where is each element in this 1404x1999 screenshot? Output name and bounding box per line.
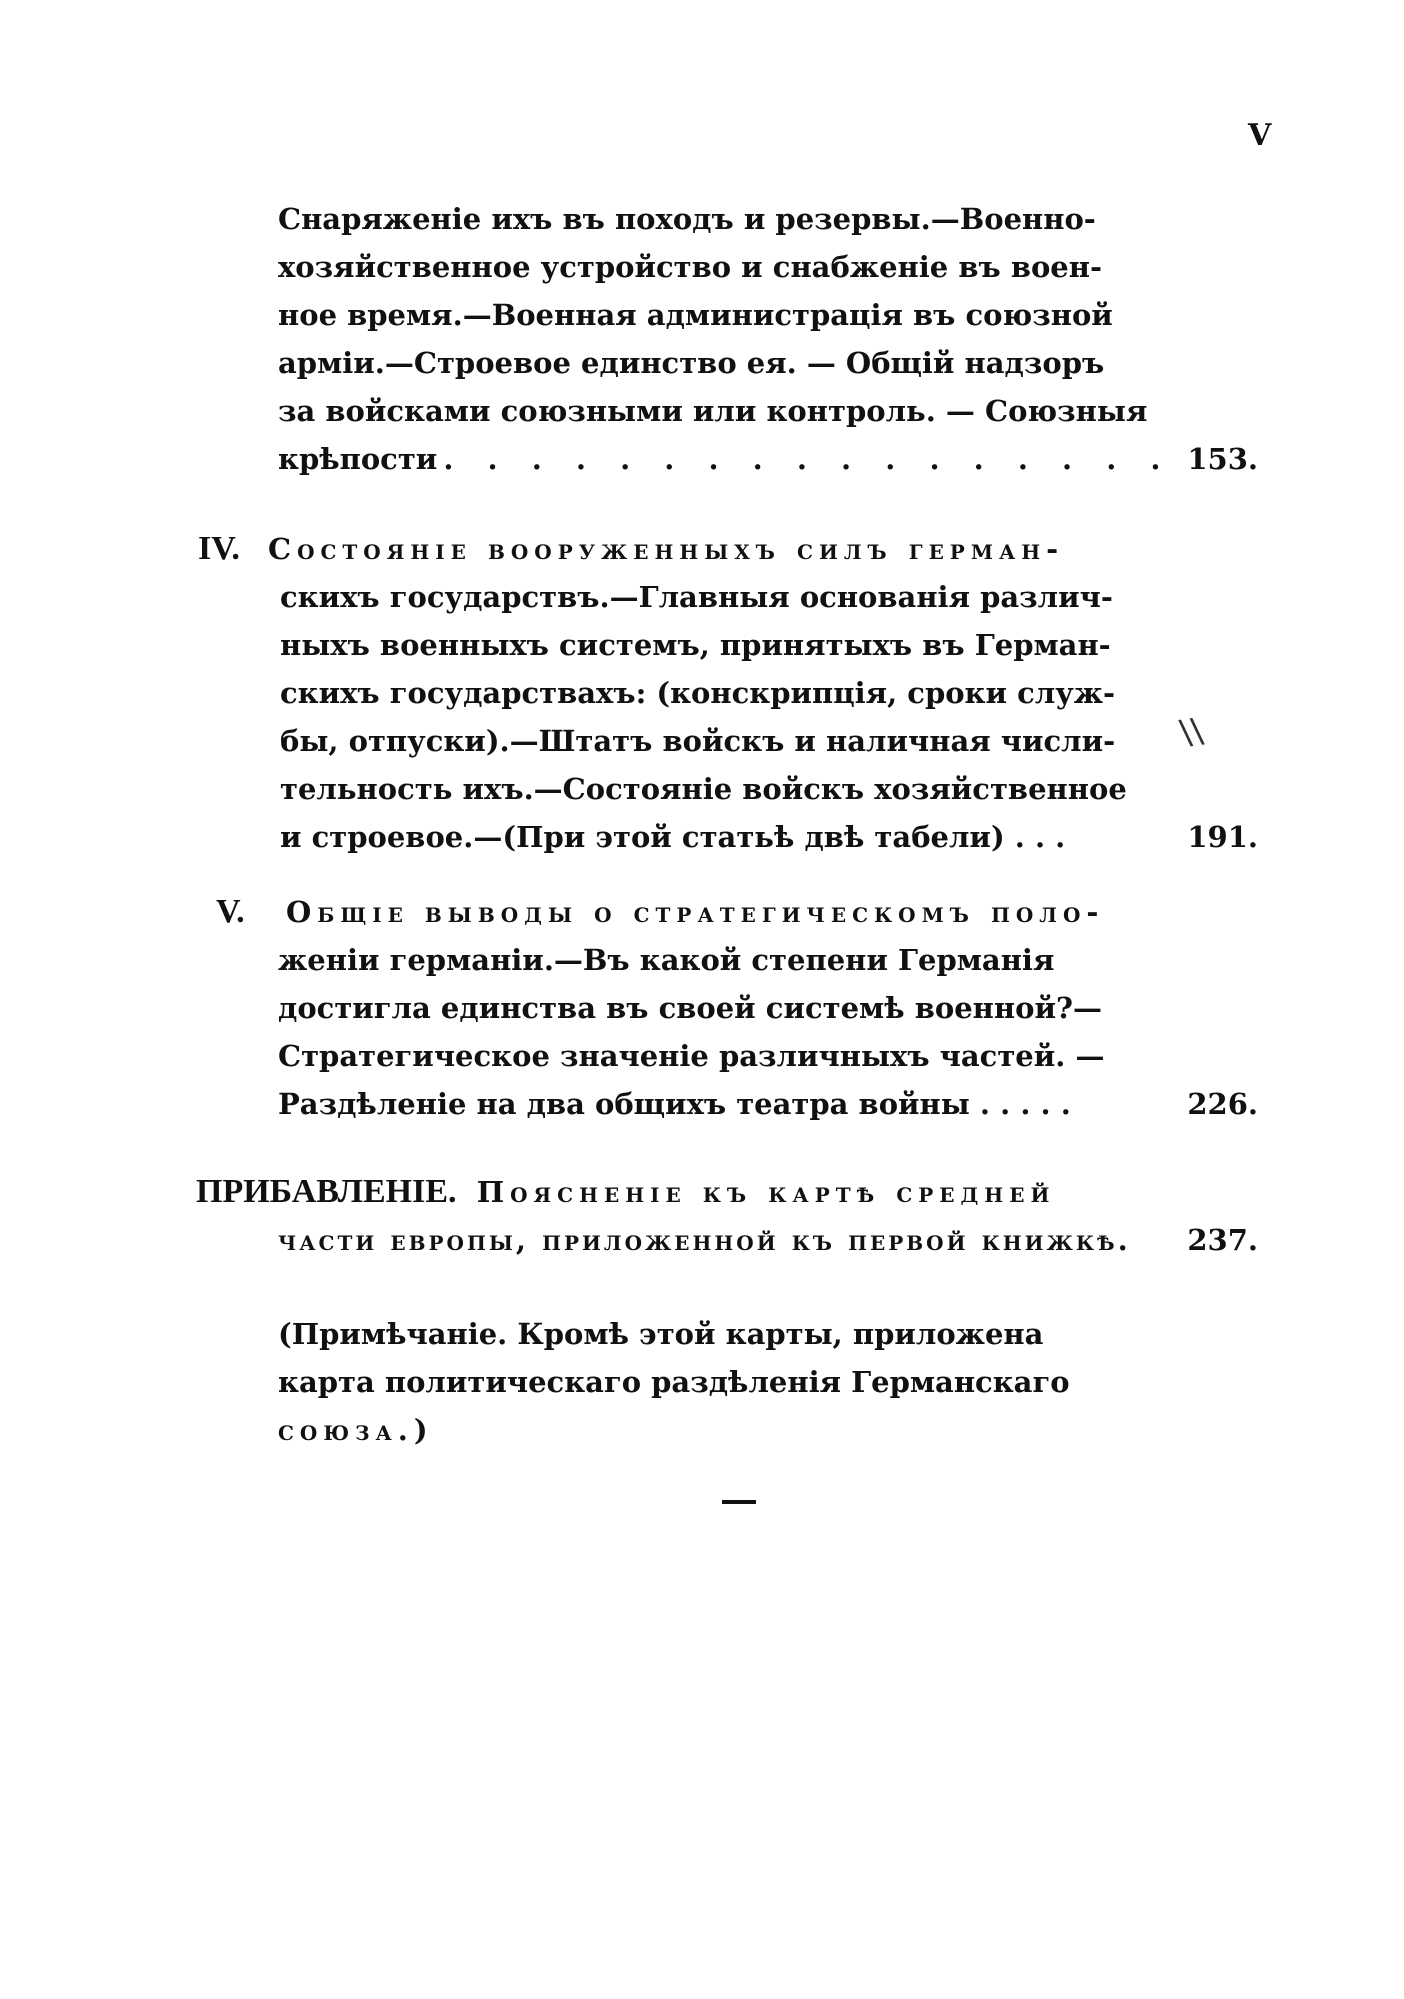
note-line-text: (Примѣчаніе. Кромѣ этой карты, приложена (278, 1317, 1044, 1351)
entry-line-text: Общіе выводы о стратегическомъ поло- (286, 895, 1105, 929)
entry-line (216, 888, 1258, 936)
entry-last-text: Раздѣленіе на два общихъ театра войны . . . . . (278, 1087, 1071, 1121)
entry-line-text: арміи.—Строевое единство ея. — Общій надзоръ (278, 346, 1105, 380)
entry-line (198, 621, 1258, 669)
page-ref: 191. (1187, 820, 1258, 854)
entry-line (216, 1032, 1258, 1080)
entry-last-text: и строевое.—(При этой статьѣ двѣ табели) . . . (280, 820, 1066, 854)
entry-line (278, 195, 1258, 243)
note-line (278, 1310, 1178, 1358)
note-line-text: союза.) (278, 1413, 434, 1447)
entry-line-text: ное время.—Военная администрація въ союзной (278, 298, 1113, 332)
page-number: V (1248, 118, 1272, 153)
appendix-heading: ПРИБАВЛЕНІЕ. (196, 1173, 457, 1210)
entry-line-text: за войсками союзными или контроль. — Союзныя (278, 394, 1148, 428)
end-rule (722, 1500, 756, 1504)
entry-line (216, 936, 1258, 984)
entry-line-text: достигла единства въ своей системѣ военной?— (278, 991, 1102, 1025)
entry-line (198, 765, 1258, 813)
entry-line (196, 1168, 1258, 1216)
entry-line-text: Стратегическое значеніе различныхъ частей. — (278, 1039, 1105, 1073)
footnote-remark (278, 1310, 1178, 1454)
note-line (278, 1406, 1178, 1454)
note-line (278, 1358, 1178, 1406)
entry-line-text: Снаряженіе ихъ въ походъ и резервы.—Военно- (278, 202, 1096, 236)
page-ref: 226. (1187, 1087, 1258, 1121)
entry-line (278, 291, 1258, 339)
entry-line (278, 243, 1258, 291)
entry-line-text: Поясненіе къ картѣ средней (476, 1175, 1056, 1209)
entry-last-text: части европы, приложенной къ первой книжкѣ. (278, 1223, 1131, 1257)
entry-last-line (278, 435, 1258, 483)
entry-last-text: крѣпости (278, 442, 438, 476)
toc-entry-appendix (196, 1168, 1258, 1264)
entry-line-text: скихъ государствъ.—Главныя основанія различ- (280, 580, 1113, 614)
margin-pencil-mark: \\ (1177, 710, 1206, 754)
note-line-text: карта политическаго раздѣленія Германскаго (278, 1365, 1070, 1399)
toc-entry-continuation (278, 195, 1258, 483)
page-ref: 237. (1187, 1223, 1258, 1257)
entry-line (198, 669, 1258, 717)
toc-entry-iv (198, 525, 1258, 861)
entry-line (198, 525, 1258, 573)
entry-last-line (198, 813, 1258, 861)
entry-line-text: ныхъ военныхъ системъ, принятыхъ въ Герман- (280, 628, 1111, 662)
entry-line (216, 984, 1258, 1032)
entry-last-line (216, 1080, 1258, 1128)
section-numeral: IV. (198, 530, 240, 567)
entry-line (278, 387, 1258, 435)
entry-line-text: хозяйственное устройство и снабженіе въ воен- (278, 250, 1103, 284)
entry-line (278, 339, 1258, 387)
section-numeral: V. (216, 893, 245, 930)
entry-line-text: скихъ государствахъ: (конскрипція, сроки служ- (280, 676, 1116, 710)
entry-line (198, 717, 1258, 765)
entry-line-text: бы, отпуски).—Штатъ войскъ и наличная числи- (280, 724, 1116, 758)
entry-line-text: Состояніе вооруженныхъ силъ герман- (268, 532, 1065, 566)
dot-leader (443, 435, 1162, 483)
entry-last-line (196, 1216, 1258, 1264)
page-ref: 153. (1187, 442, 1258, 476)
toc-entry-v (216, 888, 1258, 1128)
entry-line-text: тельность ихъ.—Состояніе войскъ хозяйственное (280, 772, 1127, 806)
entry-line-text: женіи германіи.—Въ какой степени Германія (278, 943, 1055, 977)
entry-line (198, 573, 1258, 621)
